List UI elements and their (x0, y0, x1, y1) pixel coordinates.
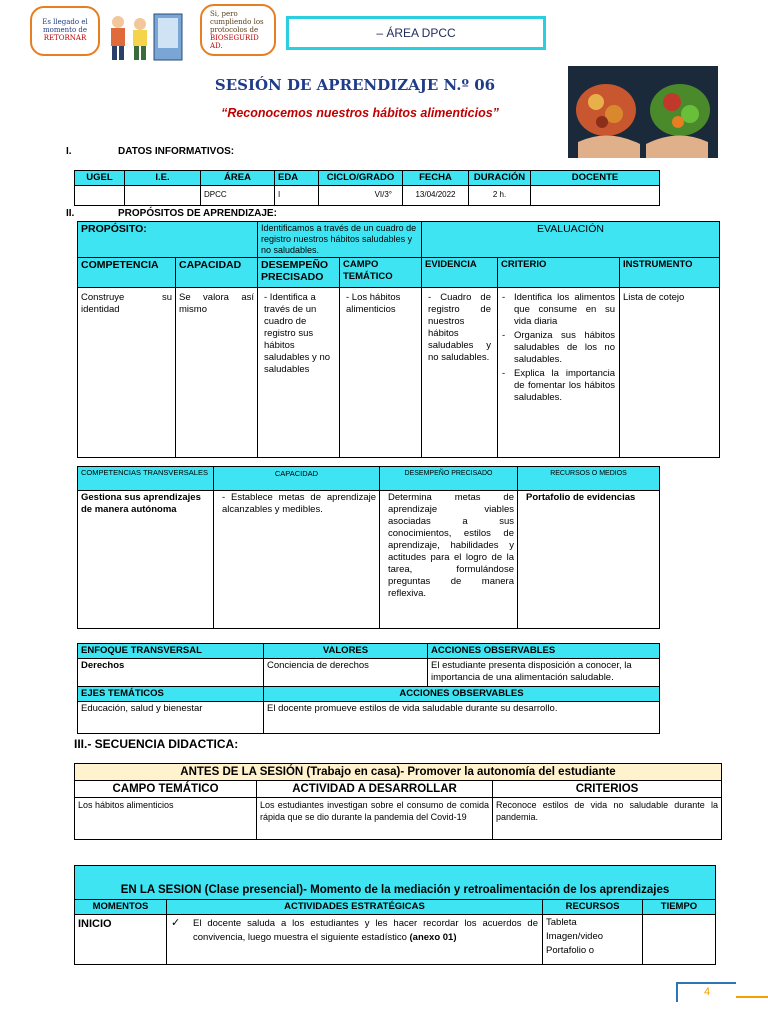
datos-cell: 2 h. (469, 186, 531, 206)
acciones-header: ACCIONES OBSERVABLES (428, 644, 660, 659)
evaluacion-header: EVALUACIÓN (422, 222, 720, 258)
en-sesion-table (74, 865, 716, 965)
datos-header: DOCENTE (531, 171, 660, 186)
section2-label: PROPÓSITOS DE APRENDIZAJE: (118, 208, 277, 219)
capacidad-cell: Se valora así mismo (176, 288, 258, 458)
anexo-text: (anexo 01) (409, 932, 457, 943)
transversal-desempeno: Determina metas de aprendizaje viables asociadas a sus conocimientos, estilos de aprendizaje, habilidades y actitudes para el logro de la tarea, formulándose preguntas de manera reflexiva. (380, 491, 518, 629)
competencia-header: COMPETENCIA (78, 258, 176, 288)
transversal-competencia: Gestiona sus aprendizajes de manera autónoma (78, 491, 214, 629)
ejes-cell: Educación, salud y bienestar (78, 702, 264, 734)
antes-header: CAMPO TEMÁTICO (75, 781, 257, 798)
proposito-label: PROPÓSITO: (78, 222, 258, 258)
instrumento-cell: Lista de cotejo (620, 288, 720, 458)
datos-header: EDA (275, 171, 319, 186)
area-label: – ÁREA DPCC (286, 16, 546, 50)
datos-header: CICLO/GRADO (319, 171, 403, 186)
en-sesion-title: EN LA SESION (Clase presencial)- Momento de la mediación y retroalimentación de los aprendizajes (75, 866, 716, 900)
campo-header: CAMPO TEMÁTICO (340, 258, 422, 288)
datos-header: ÁREA (201, 171, 275, 186)
acciones-cell: El estudiante presenta disposición a conocer, la importancia de una alimentación saludable. (428, 659, 660, 687)
datos-cell (75, 186, 125, 206)
datos-header: FECHA (403, 171, 469, 186)
datos-cell: VI/3° (319, 186, 403, 206)
antes-cell: Reconoce estilos de vida no saludable durante la pandemia. (493, 798, 722, 840)
evidencia-cell: - Cuadro de registro de nuestros hábitos saludables y no saludables. (422, 288, 498, 458)
datos-cell: DPCC (201, 186, 275, 206)
valores-cell: Conciencia de derechos (264, 659, 428, 687)
en-sesion-header: TIEMPO (643, 900, 716, 915)
enfoque-cell: Derechos (78, 659, 264, 687)
session-subtitle: “Reconocemos nuestros hábitos alimenticios” (221, 106, 499, 120)
transversales-header: COMPETENCIAS TRANSVERSALES (78, 467, 214, 491)
bubble2-line: AD. (210, 42, 223, 50)
instrumento-header: INSTRUMENTO (620, 258, 720, 288)
check-icon: ✓ (171, 917, 181, 929)
datos-cell: 13/04/2022 (403, 186, 469, 206)
ejes-header: EJES TEMÁTICOS (78, 687, 264, 702)
section2-number: II. (66, 208, 75, 219)
transversal-recursos: Portafolio de evidencias (518, 491, 660, 629)
bubble2-line: cumpliendo los (210, 18, 264, 26)
students-illustration (96, 12, 186, 64)
enfoque-header: ENFOQUE TRANSVERSAL (78, 644, 264, 659)
criterio-cell: - Identifica los alimentos que consume en su vida diaria - Organiza sus hábitos saludables de los no saludables. - Explica la importancia de fomentar los hábitos saludables. (498, 288, 620, 458)
actividad-cell (167, 915, 543, 965)
criterio-item: Identifica los alimentos que consume en su vida diaria (514, 292, 615, 327)
en-sesion-header: RECURSOS (543, 900, 643, 915)
datos-table (74, 170, 660, 206)
antes-header: ACTIVIDAD A DESARROLLAR (257, 781, 493, 798)
antes-cell: Los estudiantes investigan sobre el consumo de comida rápida que se dio durante la pandemia del Covid-19 (257, 798, 493, 840)
transversales-header: CAPACIDAD (214, 467, 380, 491)
bubble2-line: BIOSEGURID (210, 34, 259, 42)
food-hands-image (568, 66, 718, 158)
ejes-acciones-cell: El docente promueve estilos de vida saludable durante su desarrollo. (264, 702, 660, 734)
recurso-item: Tableta (546, 917, 577, 928)
evidencia-header: EVIDENCIA (422, 258, 498, 288)
bubble2-line: protocolos de (210, 26, 259, 34)
momento-cell: INICIO (75, 915, 167, 965)
en-sesion-header: ACTIVIDADES ESTRATÉGICAS (167, 900, 543, 915)
transversales-table (77, 466, 660, 629)
datos-header: UGEL (75, 171, 125, 186)
datos-cell (125, 186, 201, 206)
antes-header: CRITERIOS (493, 781, 722, 798)
recursos-cell (543, 915, 643, 965)
retornar-bubble (30, 6, 100, 56)
criterio-header: CRITERIO (498, 258, 620, 288)
antes-title: ANTES DE LA SESIÓN (Trabajo en casa)- Promover la autonomía del estudiante (75, 764, 722, 781)
antes-cell: Los hábitos alimenticios (75, 798, 257, 840)
transversales-header: RECURSOS O MEDIOS (518, 467, 660, 491)
datos-header: DURACIÓN (469, 171, 531, 186)
bubble1-line: momento de (42, 26, 88, 34)
en-sesion-header: MOMENTOS (75, 900, 167, 915)
bioseguridad-bubble (200, 4, 276, 56)
valores-header: VALORES (264, 644, 428, 659)
criterio-item: Explica la importancia de fomentar los hábitos saludables. (514, 368, 615, 403)
desempeno-cell: - Identifica a través de un cuadro de registro sus hábitos saludables y no saludables (258, 288, 340, 458)
section1-label: DATOS INFORMATIVOS: (118, 146, 235, 157)
proposito-text: Identificamos a través de un cuadro de registro nuestros hábitos saludables y no saludables. (258, 222, 422, 258)
datos-cell (531, 186, 660, 206)
recurso-item: Portafolio o (546, 945, 595, 956)
bubble1-line: Es llegado el (42, 18, 88, 26)
datos-header: I.E. (125, 171, 201, 186)
bubble1-line: RETORNAR (43, 34, 87, 42)
capacidad-header: CAPACIDAD (176, 258, 258, 288)
transversales-header: DESEMPEÑO PRECISADO (380, 467, 518, 491)
page-number: 4 (676, 982, 736, 1002)
transversal-capacidad: - Establece metas de aprendizaje alcanzables y medibles. (214, 491, 380, 629)
enfoque-table (77, 643, 660, 734)
desempeno-header: DESEMPEÑO PRECISADO (258, 258, 340, 288)
tiempo-cell (643, 915, 716, 965)
actividad-text: El docente saluda a los estudiantes y les hacer recordar los acuerdos de convivencia, luego muestra el siguiente estadístico (193, 918, 538, 943)
datos-cell: I (275, 186, 319, 206)
criterio-item: Organiza sus hábitos saludables de los no saludables. (514, 330, 615, 365)
antes-table (74, 763, 722, 840)
page-rule (736, 996, 768, 998)
session-title: SESIÓN DE APRENDIZAJE N.º 06 (214, 76, 496, 94)
section3-label: III.- SECUENCIA DIDACTICA: (74, 737, 239, 751)
bubble2-line: Si, pero (210, 10, 238, 18)
campo-cell: - Los hábitos alimenticios (340, 288, 422, 458)
recurso-item: Imagen/video (546, 931, 604, 942)
section1-number: I. (66, 146, 72, 157)
ejes-acciones-header: ACCIONES OBSERVABLES (264, 687, 660, 702)
propositos-table (77, 221, 720, 458)
competencia-cell: Construye su identidad (78, 288, 176, 458)
